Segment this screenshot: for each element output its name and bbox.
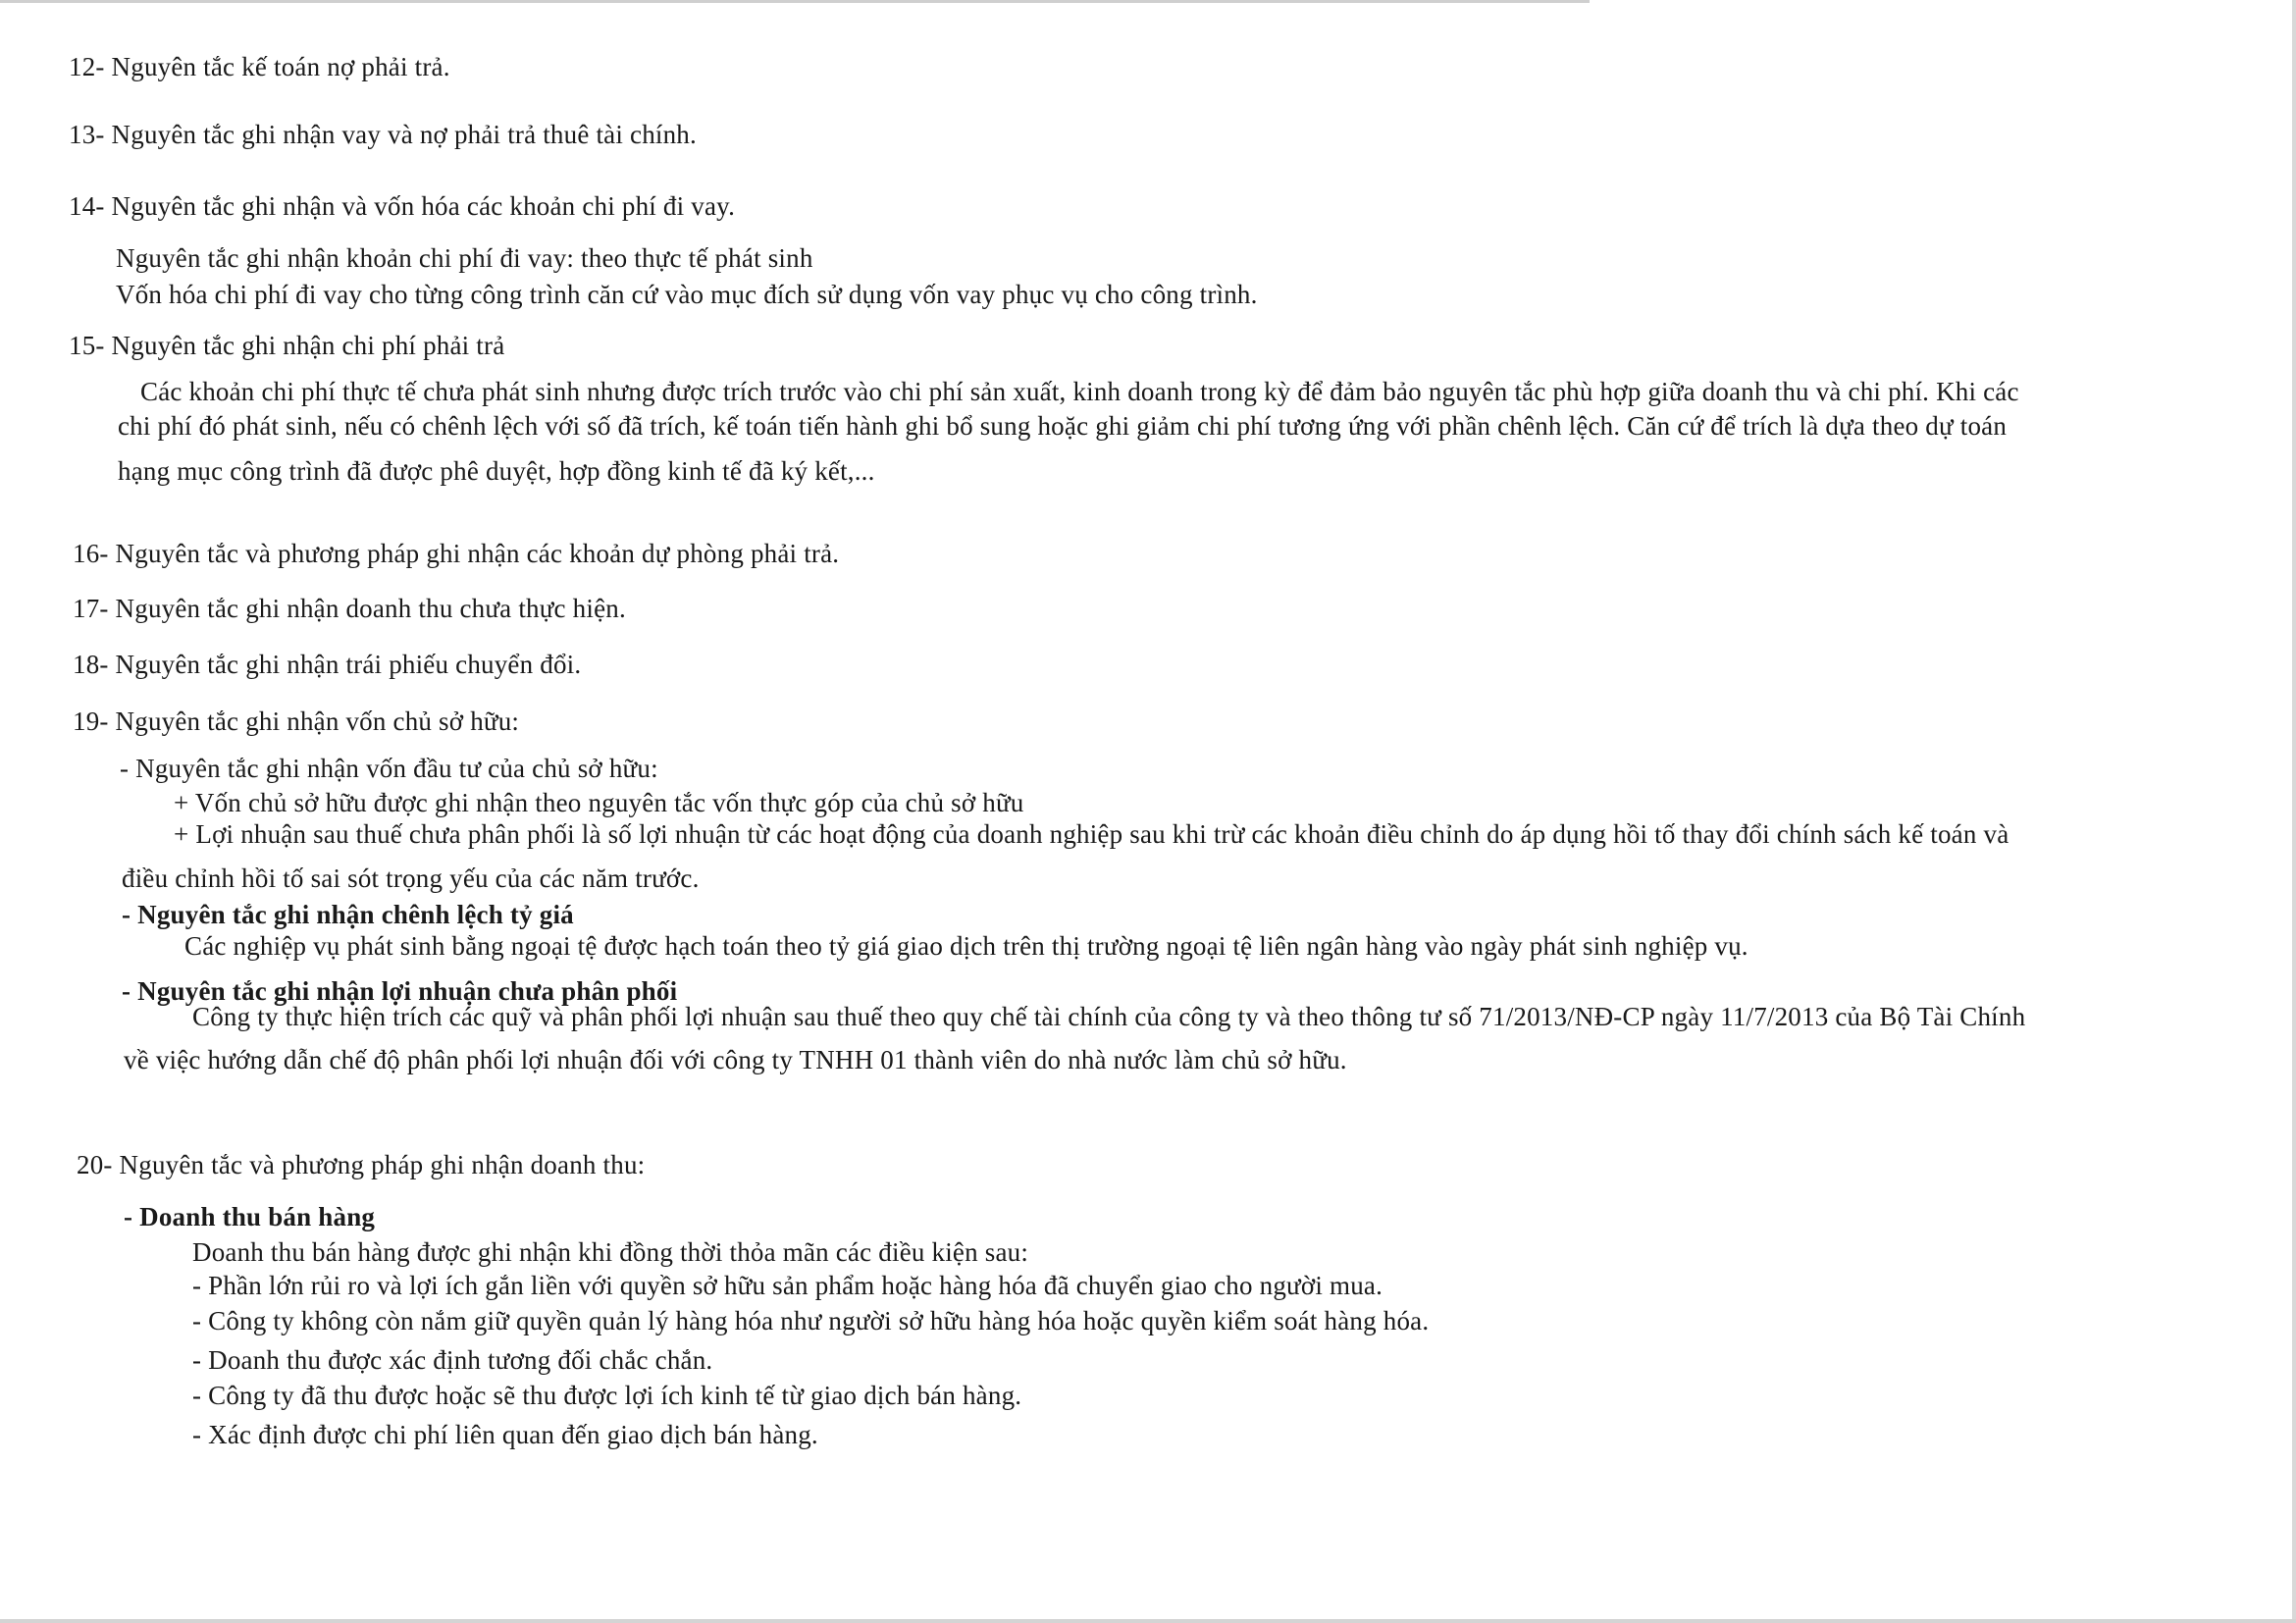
section-19-sub-1: - Nguyên tắc ghi nhận vốn đầu tư của chủ sở hữu: bbox=[120, 754, 658, 783]
section-19-heading: 19- Nguyên tắc ghi nhận vốn chủ sở hữu: bbox=[73, 707, 520, 736]
section-15-heading: 15- Nguyên tắc ghi nhận chi phí phải trả bbox=[69, 331, 505, 360]
page-bottom-edge bbox=[0, 1619, 2296, 1623]
section-14-line-2: Vốn hóa chi phí đi vay cho từng công trình căn cứ vào mục đích sử dụng vốn vay phục vụ cho công trình. bbox=[116, 280, 1258, 309]
section-18-heading: 18- Nguyên tắc ghi nhận trái phiếu chuyển đổi. bbox=[73, 650, 582, 679]
section-12-heading: 12- Nguyên tắc kế toán nợ phải trả. bbox=[69, 52, 450, 81]
section-15-body-line-1: Các khoản chi phí thực tế chưa phát sinh nhưng được trích trước vào chi phí sản xuất, kinh doanh trong kỳ để đảm bảo nguyên tắc phù hợp giữa doanh thu và chi phí. Khi các bbox=[140, 377, 2019, 406]
page-right-edge bbox=[2292, 0, 2296, 1623]
section-20-item: - Công ty đã thu được hoặc sẽ thu được lợi ích kinh tế từ giao dịch bán hàng. bbox=[192, 1381, 1022, 1410]
section-20-item: - Doanh thu được xác định tương đối chắc chắn. bbox=[192, 1345, 713, 1375]
section-20-intro: Doanh thu bán hàng được ghi nhận khi đồng thời thỏa mãn các điều kiện sau: bbox=[192, 1237, 1029, 1267]
section-19-sub-3-text-line-2: về việc hướng dẫn chế độ phân phối lợi nhuận đối với công ty TNHH 01 thành viên do nhà nước làm chủ sở hữu. bbox=[124, 1045, 1347, 1074]
section-20-item: - Công ty không còn nắm giữ quyền quản lý hàng hóa như người sở hữu hàng hóa hoặc quyền kiểm soát hàng hóa. bbox=[192, 1306, 1430, 1335]
section-17-heading: 17- Nguyên tắc ghi nhận doanh thu chưa thực hiện. bbox=[73, 594, 626, 623]
section-19-sub-1-item-b-line-1: + Lợi nhuận sau thuế chưa phân phối là số lợi nhuận từ các hoạt động của doanh nghiệp sau khi trừ các khoản điều chỉnh do áp dụng hồi tố thay đổi chính sách kế toán và bbox=[174, 819, 2009, 849]
section-20-sub-1: - Doanh thu bán hàng bbox=[124, 1202, 376, 1231]
section-16-heading: 16- Nguyên tắc và phương pháp ghi nhận các khoản dự phòng phải trả. bbox=[73, 539, 840, 568]
section-15-body-line-3: hạng mục công trình đã được phê duyệt, hợp đồng kinh tế đã ký kết,... bbox=[118, 456, 875, 486]
section-15-body-line-2: chi phí đó phát sinh, nếu có chênh lệch với số đã trích, kế toán tiến hành ghi bổ sung hoặc ghi giảm chi phí tương ứng với phần chênh lệch. Căn cứ để trích là dựa theo dự toán bbox=[118, 411, 2008, 441]
section-19-sub-2: - Nguyên tắc ghi nhận chênh lệch tỷ giá bbox=[122, 900, 574, 929]
section-19-sub-3-text-line-1: Công ty thực hiện trích các quỹ và phân phối lợi nhuận sau thuế theo quy chế tài chính của công ty và theo thông tư số 71/2013/NĐ-CP ngày 11/7/2013 của Bộ Tài Chính bbox=[192, 1002, 2026, 1031]
page-top-edge bbox=[0, 0, 1590, 3]
section-19-sub-1-item-a: + Vốn chủ sở hữu được ghi nhận theo nguyên tắc vốn thực góp của chủ sở hữu bbox=[174, 788, 1024, 817]
section-13-heading: 13- Nguyên tắc ghi nhận vay và nợ phải trả thuê tài chính. bbox=[69, 120, 697, 149]
section-14-heading: 14- Nguyên tắc ghi nhận và vốn hóa các khoản chi phí đi vay. bbox=[69, 191, 736, 221]
section-14-line-1: Nguyên tắc ghi nhận khoản chi phí đi vay: theo thực tế phát sinh bbox=[116, 243, 813, 273]
section-20-item: - Xác định được chi phí liên quan đến giao dịch bán hàng. bbox=[192, 1420, 818, 1449]
section-20-heading: 20- Nguyên tắc và phương pháp ghi nhận doanh thu: bbox=[77, 1150, 646, 1179]
section-19-sub-1-item-b-line-2: điều chỉnh hồi tố sai sót trọng yếu của các năm trước. bbox=[122, 864, 700, 893]
section-19-sub-3: - Nguyên tắc ghi nhận lợi nhuận chưa phân phối bbox=[122, 976, 678, 1006]
section-19-sub-2-text: Các nghiệp vụ phát sinh bằng ngoại tệ được hạch toán theo tỷ giá giao dịch trên thị trường ngoại tệ liên ngân hàng vào ngày phát sinh nghiệp vụ. bbox=[184, 931, 1748, 961]
section-20-item: - Phần lớn rủi ro và lợi ích gắn liền với quyền sở hữu sản phẩm hoặc hàng hóa đã chuyển giao cho người mua. bbox=[192, 1271, 1383, 1300]
